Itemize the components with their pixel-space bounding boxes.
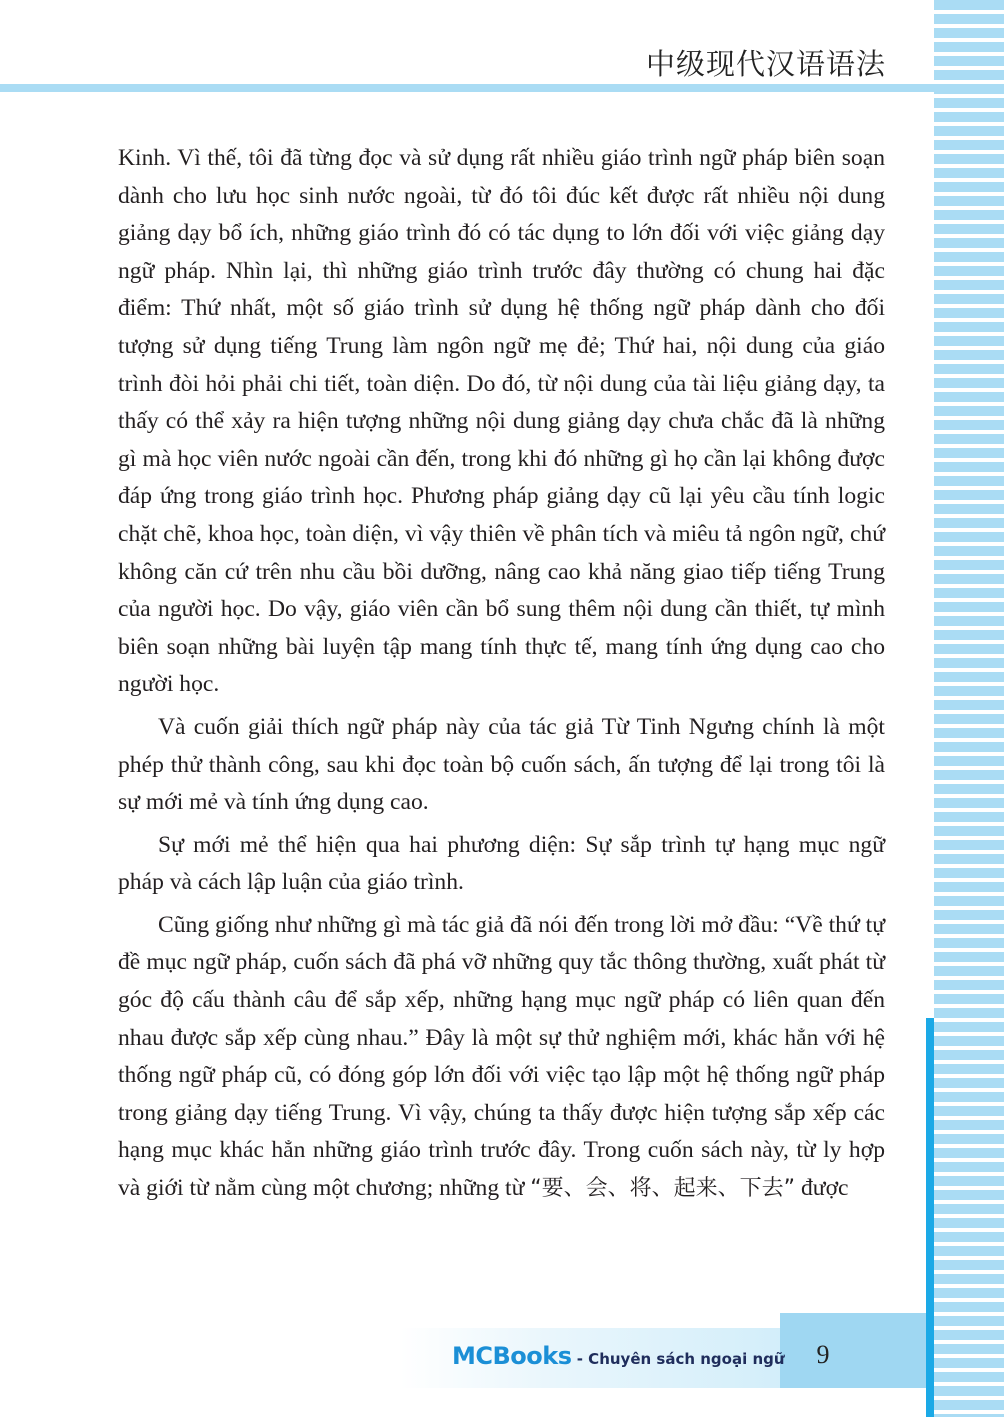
- page-number: 9: [816, 1340, 830, 1369]
- decorative-stripe-band: [934, 0, 1004, 1417]
- paragraph-3: Sự mới mẻ thể hiện qua hai phương diện: Sự sắp trình tự hạng mục ngữ pháp và cách lập luận của giáo trình.: [118, 831, 885, 896]
- paragraph-1: Kinh. Vì thế, tôi đã từng đọc và sử dụng rất nhiều giáo trình ngữ pháp biên soạn dành cho lưu học sinh nước ngoài, từ đó tôi đúc kết được rất nhiều nội dung giảng dạy bổ ích, những giáo trình đó có tác dụng to lớn đối với việc giảng dạy ngữ pháp. Nhìn lại, thì những giáo trình trước đây thường có chung hai đặc điểm: Thứ nhất, một số giáo trình sử dụng hệ thống ngữ pháp dành cho đối tượng sử dụng tiếng Trung làm ngôn ngữ mẹ đẻ; Thứ hai, nội dung của giáo trình đòi hỏi phải chi tiết, toàn diện. Do đó, từ nội dung của tài liệu giảng dạy, ta thấy có thể xảy ra hiện tượng những nội dung giảng dạy chưa chắc đã là những gì mà học viên nước ngoài cần đến, trong khi đó những gì họ cần lại không được đáp ứng trong giáo trình học. Phương pháp giảng dạy cũ lại yêu cầu tính logic chặt chẽ, khoa học, toàn diện, vì vậy thiên về phân tích và miêu tả ngôn ngữ, chứ không căn cứ trên nhu cầu bồi dưỡng, nâng cao khả năng giao tiếp tiếng Trung của người học. Do vậy, giáo viên cần bổ sung thêm nội dung cần thiết, tự mình biên soạn những bài luyện tập mang tính thực tế, mang tính ứng dụng cao cho người học.: [118, 145, 885, 698]
- paragraph-4-text: Cũng giống như những gì mà tác giả đã nói đến trong lời mở đầu: “Về thứ tự đề mục ngữ pháp, cuốn sách đã phá vỡ những quy tắc thông thường, xuất phát từ góc độ cấu thành câu để sắp xếp, những hạng mục ngữ pháp có liên quan đến nhau được sắp xếp cùng nhau.” Đây là một sự thử nghiệm mới, khác hẳn với hệ thống ngữ pháp cũ, có đóng góp lớn đối với việc tạo lập một hệ thống ngữ pháp trong giảng dạy tiếng Trung. Vì vậy, chúng ta thấy được hiện tượng sắp xếp các hạng mục khác hẳn những giáo trình trước đây. Trong cuốn sách này, từ ly hợp và giới từ nằm cùng một chương; những từ: [118, 911, 885, 1202]
- brand-tagline: - Chuyên sách ngoại ngữ: [571, 1350, 785, 1368]
- paragraph-4-tail: được: [800, 1175, 849, 1202]
- decorative-solid-band: [926, 1018, 934, 1417]
- brand-logo: MCBooks: [452, 1342, 572, 1370]
- page-header-title: 中级现代汉语语法: [645, 47, 886, 81]
- page-body: [118, 140, 885, 1213]
- footer-brand: [452, 1342, 785, 1370]
- chinese-word-list: “要、会、将、起来、下去”: [530, 1176, 796, 1202]
- paragraph-4: [118, 907, 885, 1208]
- paragraph-2: Và cuốn giải thích ngữ pháp này của tác giả Từ Tinh Ngưng chính là một phép thử thành công, sau khi đọc toàn bộ cuốn sách, ấn tượng để lại trong tôi là sự mới mẻ và tính ứng dụng cao.: [118, 713, 885, 816]
- header-divider: [0, 84, 934, 92]
